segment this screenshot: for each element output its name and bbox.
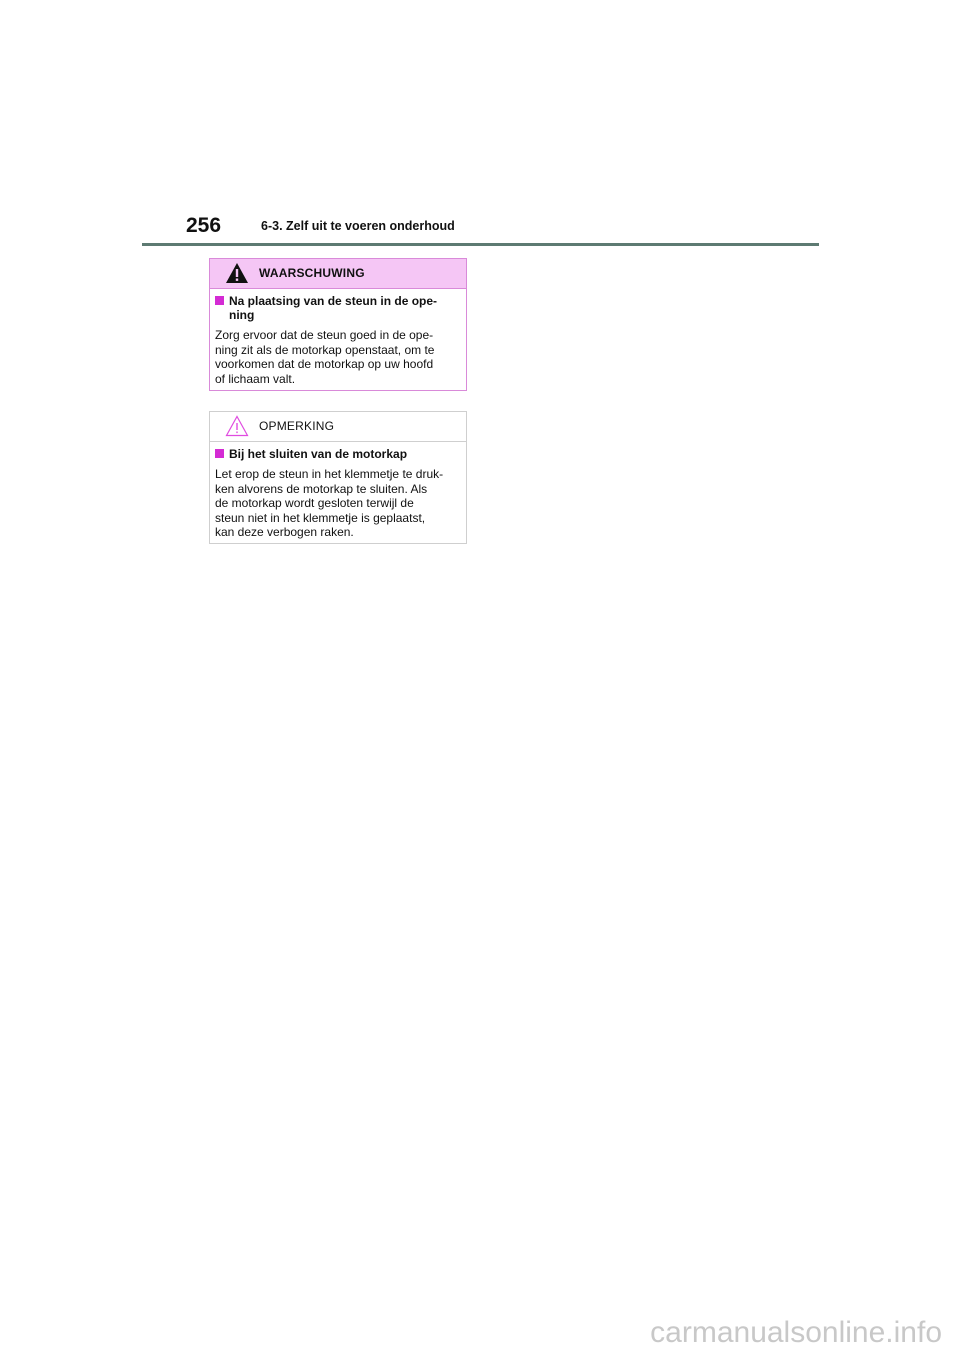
warning-box	[209, 258, 467, 391]
notice-text: Let erop de steun in het klemmetje te druk- ken alvorens de motorkap te sluiten. Als de motorkap wordt gesloten terwijl de steun niet in het klemmetje is geplaatst, kan deze verbogen raken.	[215, 467, 444, 539]
warning-text: Zorg ervoor dat de steun goed in de ope- ning zit als de motorkap openstaat, om te voorkomen dat de motorkap op uw hoofd of lichaam valt.	[215, 328, 435, 386]
section-title: 6-3. Zelf uit te voeren onderhoud	[261, 219, 455, 233]
notice-body	[210, 442, 466, 540]
notice-item-heading	[215, 447, 461, 461]
square-bullet-icon	[215, 296, 224, 305]
header-rule	[142, 243, 819, 246]
notice-heading-text: Bij het sluiten van de motorkap	[229, 447, 408, 461]
warning-body	[210, 289, 466, 386]
page-number: 256	[186, 214, 222, 237]
notice-header	[210, 412, 466, 442]
warning-item-heading	[215, 294, 461, 322]
caution-triangle-outline-icon	[225, 415, 249, 437]
watermark: carmanualsonline.info	[650, 1316, 942, 1349]
warning-label: WAARSCHUWING	[259, 266, 365, 280]
warning-header	[210, 259, 466, 289]
square-bullet-icon	[215, 449, 224, 458]
notice-label: OPMERKING	[259, 419, 335, 433]
warning-heading-text: Na plaatsing van de steun in de ope- ning	[229, 294, 438, 322]
notice-box	[209, 411, 467, 544]
warning-triangle-icon	[225, 262, 249, 284]
